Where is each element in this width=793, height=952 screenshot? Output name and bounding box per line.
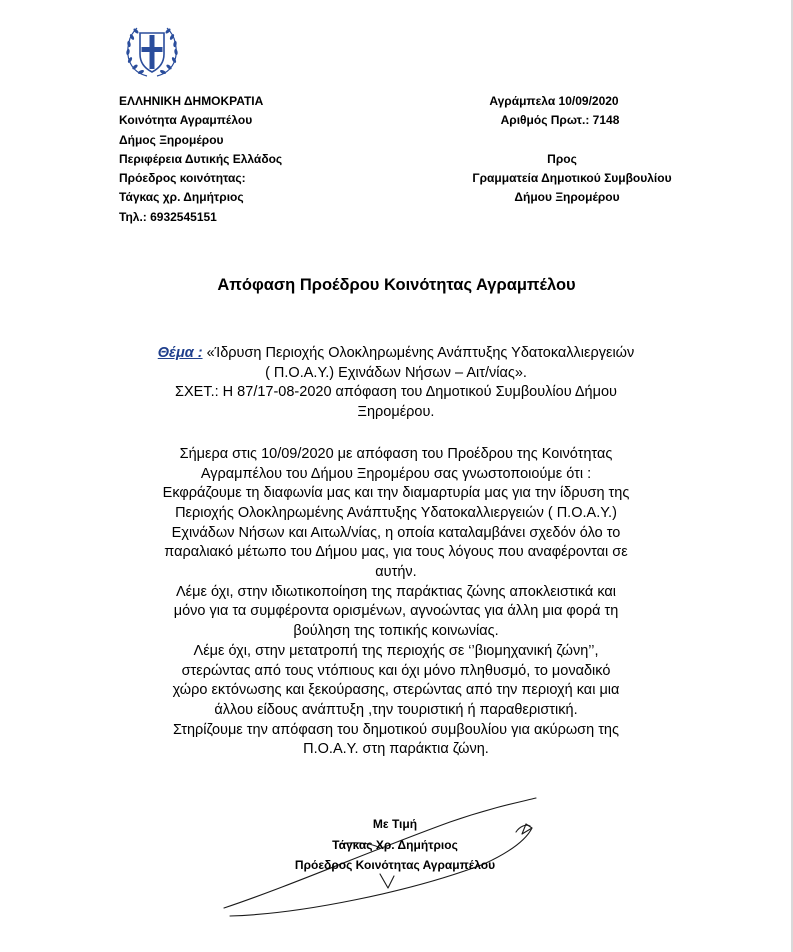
country-name: ΕΛΛΗΝΙΚΗ ΔΗΜΟΚΡΑΤΙΑ [119, 94, 264, 108]
signoff-block [280, 814, 510, 876]
body-line: Λέμε όχι, στην μετατροπή της περιοχής σε ‘’βιομηχανική ζώνη’’, [193, 642, 599, 659]
body-line: Περιοχής Ολοκληρωμένης Ανάπτυξης Υδατοκαλλιεργειών ( Π.Ο.Α.Υ.) [175, 504, 617, 521]
president-label: Πρόεδρος κοινότητας: [119, 171, 246, 186]
body-line: στερώντας από τους ντόπιους και όχι μόνο πληθυσμό, το μοναδικό [181, 662, 611, 679]
greek-republic-emblem-icon [121, 20, 183, 82]
body-line: αυτήν. [375, 564, 417, 581]
phone-number: Τηλ.: 6932545151 [119, 209, 217, 224]
signer-role: Πρόεδρος Κοινότητας Αγραμπέλου [294, 858, 496, 872]
reference-line-1: ΣΧΕΤ.: Η 87/17-08-2020 απόφαση του Δημοτικού Συμβουλίου Δήμου [175, 384, 617, 401]
body-line: Σήμερα στις 10/09/2020 με απόφαση του Προέδρου της Κοινότητας [179, 445, 613, 462]
region-name: Περιφέρεια Δυτικής Ελλάδος [119, 151, 283, 166]
closing: Με Τιμή [372, 817, 418, 831]
subject-text-2: ( Π.Ο.Α.Υ.) Εχινάδων Νήσων – Αιτ/νίας». [265, 364, 527, 381]
recipient-line-2: Δήμου Ξηρομέρου [514, 190, 620, 205]
sender-block [119, 92, 282, 227]
president-name: Τάγκας χρ. Δημήτριος [119, 190, 244, 205]
meta-block [420, 92, 688, 208]
body-line: χώρο εκτόνωσης και ξεκούρασης, στερώντας από την περιοχή και μια [172, 682, 620, 699]
community-name: Κοινότητα Αγραμπέλου [119, 113, 253, 128]
signer-name: Τάγκας Χρ. Δημήτριος [332, 837, 458, 852]
body-line: Εχινάδων Νήσων και Αιτωλ/νίας, η οποία καταλαμβάνει σχεδόν όλο το [171, 524, 621, 541]
subject-line-1 [118, 344, 674, 364]
date-line: Αγράμπελα 10/09/2020 [489, 94, 619, 108]
municipality-name: Δήμος Ξηρομέρου [119, 132, 224, 147]
protocol-number: Αριθμός Πρωτ.: 7148 [500, 113, 620, 128]
body-line: Λέμε όχι, στην ιδιωτικοποίηση της παράκτιας ζώνης αποκλειστικά και [175, 583, 617, 600]
reference-line-2: Ξηρομέρου. [357, 404, 435, 421]
body-line: μόνο για τα συμφέροντα ορισμένων, αγνοώντας για άλλη μια φορά τη [173, 603, 619, 620]
subject-label: Θέμα : [157, 345, 203, 361]
subject-text-1: «Ίδρυση Περιοχής Ολοκληρωμένης Ανάπτυξης Υδατοκαλλιεργειών [206, 345, 635, 361]
body-line: βούληση της τοπικής κοινωνίας. [293, 623, 499, 640]
document-body [118, 344, 674, 760]
recipient-line-1: Γραμματεία Δημοτικού Συμβουλίου [472, 171, 672, 186]
body-line: Στηρίζουμε την απόφαση του δημοτικού συμβουλίου για ακύρωση της [173, 721, 619, 738]
body-paragraphs [118, 445, 674, 760]
body-line: Εκφράζουμε τη διαφωνία μας και την διαμαρτυρία μας για την ίδρυση της [162, 485, 630, 502]
document-title: Απόφαση Προέδρου Κοινότητας Αγραμπέλου [217, 276, 576, 294]
body-line: Π.Ο.Α.Υ. στη παράκτια ζώνη. [303, 741, 489, 758]
body-line: παραλιακό μέτωπο του Δήμου μας, για τους λόγους που αναφέρονται σε [164, 544, 628, 561]
to-label: Προς [547, 151, 577, 166]
body-line: Αγραμπέλου του Δήμου Ξηρομέρου σας γνωστοποιούμε ότι : [200, 465, 592, 482]
body-line: άλλου είδους ανάπτυξη ,την τουριστική ή παραθεριστική. [214, 701, 578, 718]
